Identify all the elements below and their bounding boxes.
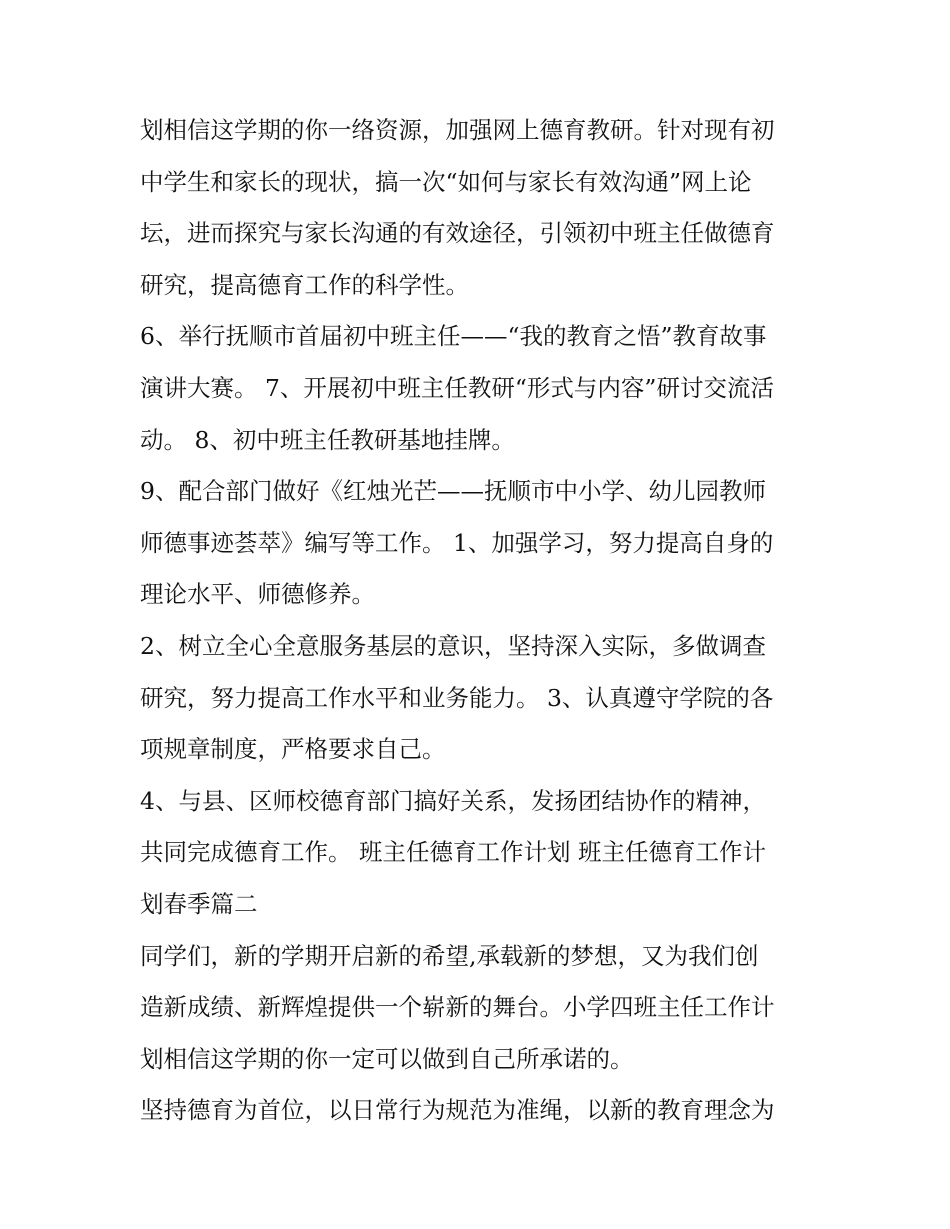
document-body — [140, 105, 820, 1137]
text-line: 理论水平、师德修养。 — [140, 580, 375, 609]
text-line: 师德事迹荟萃》编写等工作。 1、加强学习，努力提高自身的 — [140, 528, 774, 557]
text-line: 坚持德育为首位，以日常行为规范为准绳，以新的教育理念为 — [140, 1096, 775, 1125]
text-line: 6、举行抚顺市首届初中班主任——“我的教育之悟”教育故事 — [140, 322, 767, 351]
text-line: 动。 8、初中班主任教研基地挂牌。 — [140, 425, 515, 454]
text-line: 坛，进而探究与家长沟通的有效途径，引领初中班主任做德育 — [140, 219, 775, 248]
text-line: 项规章制度，严格要求自己。 — [140, 735, 446, 764]
text-line: 4、与县、区师校德育部门搞好关系，发扬团结协作的精神， — [140, 786, 766, 815]
text-line: 2、树立全心全意服务基层的意识，坚持深入实际，多做调查 — [140, 631, 766, 660]
text-line: 9、配合部门做好《红烛光芒——抚顺市中小学、幼儿园教师 — [140, 477, 766, 506]
text-line: 演讲大赛。 7、开展初中班主任教研“形式与内容”研讨交流活 — [140, 373, 774, 402]
text-line: 同学们，新的学期开启新的希望,承载新的梦想，又为我们创 — [140, 941, 759, 970]
text-line: 研究，努力提高工作水平和业务能力。 3、认真遵守学院的各 — [140, 683, 774, 712]
text-line: 划相信这学期的你一络资源，加强网上德育教研。针对现有初 — [140, 116, 775, 144]
text-line: 划相信这学期的你一定可以做到自己所承诺的。 — [140, 1044, 634, 1073]
text-line: 中学生和家长的现状，搞一次“如何与家长有效沟通”网上论 — [140, 167, 752, 196]
text-line: 造新成绩、新辉煌提供一个崭新的舞台。小学四班主任工作计 — [140, 993, 775, 1022]
text-line: 划春季篇二 — [140, 889, 258, 918]
text-line: 研究，提高德育工作的科学性。 — [140, 270, 469, 299]
text-line: 共同完成德育工作。 班主任德育工作计划 班主任德育工作计 — [140, 838, 766, 867]
